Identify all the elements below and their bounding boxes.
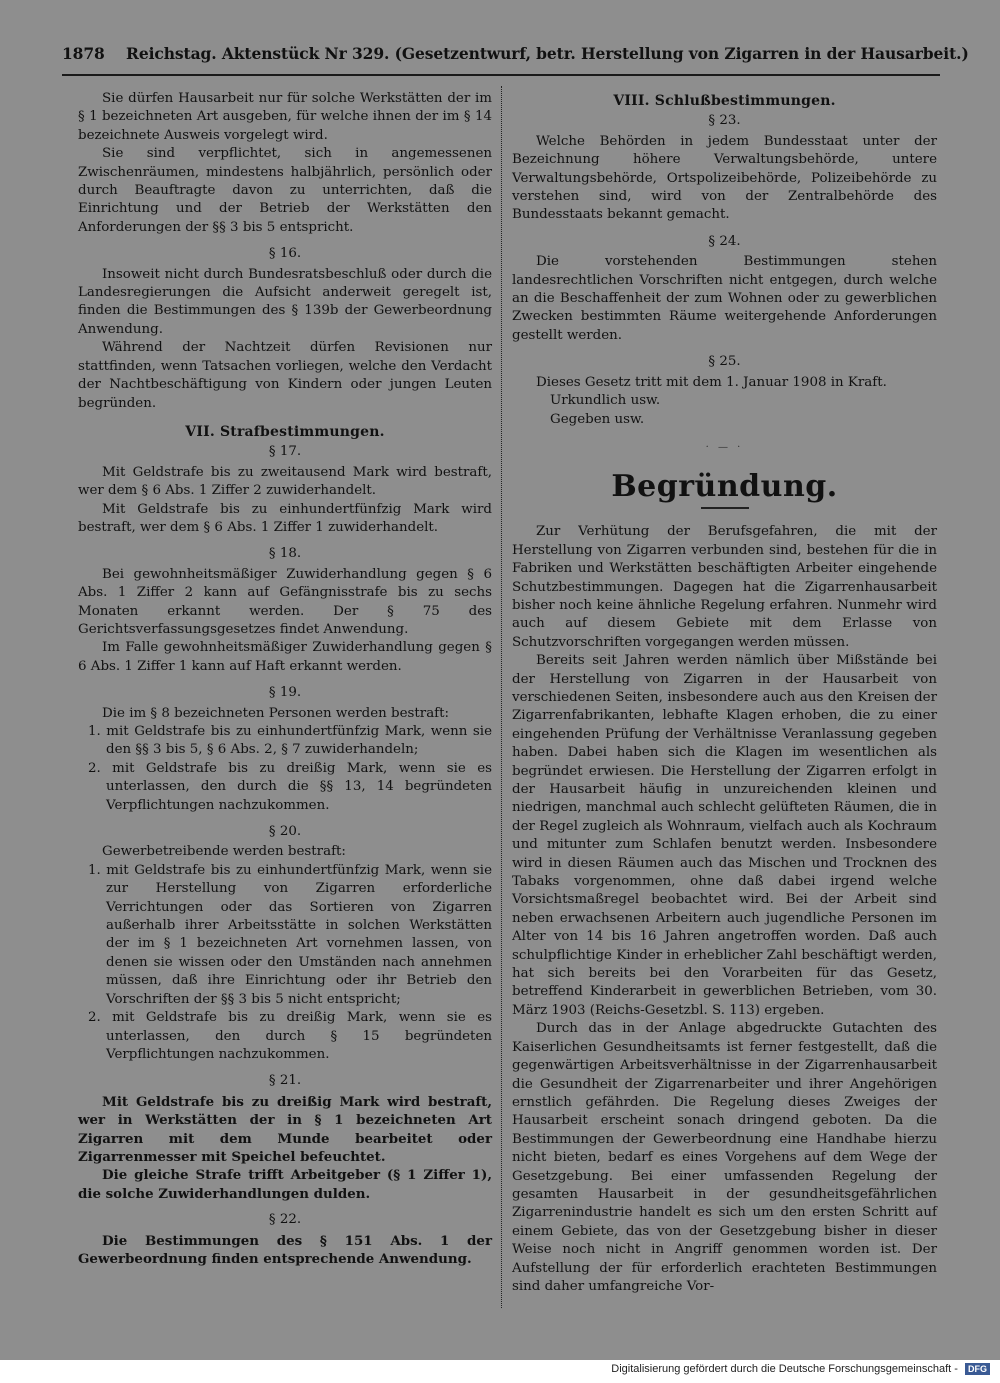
paragraph: Gewerbetreibende werden bestraft: [102,844,346,860]
paragraph: Die vorstehenden Bestimmungen stehen landesrechtlichen Vorschriften nicht entgegen, durch welche an die Beschaffenheit der zum Wohnen oder zu gewerblichen Zwecken bestimmten Räume weitergehende Anforderungen gestellt werden. [512,254,937,343]
section-title: Begründung. [611,469,838,505]
dfg-logo: DFG [965,1363,990,1375]
digitization-footer [600,1363,990,1381]
title-rule [701,507,749,509]
closing-formula: Urkundlich usw. [550,393,661,409]
paragraph: Die im § 8 bezeichneten Personen werden bestraft: [102,705,450,721]
paragraph: Durch das in der Anlage abgedruckte Gutachten des Kaiserlichen Gesundheitsamts ist ferner festgestellt, daß die gegenwärtigen Arbeitsverhältnisse in der Zigarrenhausarbeit die Gesundheit der Zigarrenarbeiter und ihrer Angehörigen ernstlich gefährden. Die Regelung dieses Zweiges der Hausarbeit erscheint sonach dringend geboten. Da die Bestimmungen der Gewerbeordnung eine Handhabe hierzu nicht bieten, bedarf es eines Vorgehens auf dem Wege der Gesetzgebung. Bei einer umfassenden Regelung der gesamten Hausarbeit in der gesundheitsgefährlichen Zigarrenindustrie handelt es sich um den ersten Schritt auf einem Gebiete, das von der Gesetzgebung bisher in dieser Weise noch nicht in Angriff genommen worden ist. Der Aufstellung der für erforderlich erachteten Bestimmungen sind daher umfangreiche Vor- [512,1021,937,1294]
paragraph: Bereits seit Jahren werden nämlich über Mißstände bei der Herstellung von Zigarren in der Hausarbeit von verschiedenen Seiten, insbesondere auch aus den Kreisen der Zigarrenfabrikanten, lebhafte Klagen erhoben, die zu einer eingehenden Prüfung der Verhältnisse Veranlassung gegeben haben. Dabei haben sich die Klagen im wesentlichen als begründet erwiesen. Die Herstellung der Zigarren erfolgt in der Hausarbeit häufig in unzureichenden kleinen und niedrigen, manchmal auch schlecht gelüfteten Räumen, die in der Regel zugleich als Wohnraum, vielfach auch als Kochraum und mitunter zum Schlafen benutzt werden. Insbesondere wird in diesen Räumen auch das Mischen und Trocknen des Tabaks vorgenommen, ohne daß dabei irgend welche Vorsichtsmaßregel beobachtet wird. Bei der Arbeit sind neben erwachsenen Arbeitern auch jugendliche Personen im Alter von 14 bis 16 Jahren angetroffen worden. Daß auch schulpflichtige Kinder in erheblicher Zahl beschäftigt werden, hat sich bereits bei den Vorarbeiten für das Gesetz, betreffend Kinderarbeit in gewerblichen Betrieben, vom 30. März 1903 (Reichs-Gesetzbl. S. 113) ergeben. [512,653,937,1018]
section-number: § 22. [268,1212,302,1228]
page-header [62,44,969,72]
running-title: Reichstag. Aktenstück Nr 329. (Gesetzentwurf, betr. Herstellung von Zigarren in der Hausarbeit.) [126,44,969,63]
separator-ornament: · — · [705,441,744,453]
section-number: § 17. [268,444,302,460]
header-rule [62,74,940,76]
list-item: 1. mit Geldstrafe bis zu einhundertfünfzig Mark, wenn sie den §§ 3 bis 5, § 6 Abs. 2, § 7 zuwiderhandeln; [88,724,492,758]
page-number: 1878 [62,44,105,63]
paragraph: Mit Geldstrafe bis zu zweitausend Mark wird bestraft, wer dem § 6 Abs. 1 Ziffer 2 zuwiderhandelt. [78,464,492,499]
section-number: § 16. [268,246,302,262]
section-number: § 18. [268,546,302,562]
list-item: 1. mit Geldstrafe bis zu einhundertfünfzig Mark, wenn sie zur Herstellung von Zigarren erforderliche Verrichtungen oder das Sortieren von Zigarren außerhalb ihrer Arbeitsstätte in solchen Werkstätten der im § 1 bezeichneten Art vornehmen lassen, von denen sie wissen oder den Umständen nach annehmen müssen, daß ihre Einrichtung oder ihr Betrieb den Vorschriften der §§ 3 bis 5 nicht entspricht; [88,862,492,1007]
paragraph: Sie dürfen Hausarbeit nur für solche Werkstätten der im § 1 bezeichneten Art ausgeben, für welche ihnen der im § 14 bezeichnete Ausweis vorgelegt wird. [78,91,492,143]
section-number: § 20. [268,824,302,840]
paragraph: Während der Nachtzeit dürfen Revisionen nur stattfinden, wenn Tatsachen vorliegen, welche den Verdacht der Nachtbeschäftigung von Kindern oder jungen Leuten begründen. [78,340,492,411]
paragraph: Zur Verhütung der Berufsgefahren, die mit der Herstellung von Zigarren verbunden sind, bestehen für die in Fabriken und Werkstätten beschäftigten Arbeiter eingehende Schutzbestimmungen. Dagegen hat die Zigarrenhausarbeit bisher noch keine ähnliche Regelung erfahren. Nunmehr wird auch auf diesem Gebiete mit dem Erlasse von Schutzvorschriften vorgegangen werden müssen. [512,524,937,650]
list-item: 2. mit Geldstrafe bis zu dreißig Mark, wenn sie es unterlassen, den durch die §§ 13, 14 begründeten Verpflichtungen nachzukommen. [88,760,492,813]
section-number: § 25. [708,354,741,370]
section-number: § 24. [708,233,741,249]
paragraph: Mit Geldstrafe bis zu einhundertfünfzig Mark wird bestraft, wer dem § 6 Abs. 1 Ziffer 1 zuwiderhandelt. [78,501,492,535]
paragraph: Insoweit nicht durch Bundesratsbeschluß oder durch die Landesregierungen die Aufsicht anderweit geregelt ist, finden die Bestimmungen des § 139b der Gewerbeordnung Anwendung. [78,266,492,337]
column-divider [501,86,503,1308]
section-number: § 21. [268,1073,302,1089]
paragraph: Im Falle gewohnheitsmäßiger Zuwiderhandlung gegen § 6 Abs. 1 Ziffer 1 kann auf Haft erkannt werden. [78,640,492,674]
paragraph: Die Bestimmungen des § 151 Abs. 1 der Gewerbeordnung finden entsprechende Anwendung. [78,1232,492,1267]
chapter-heading: VIII. Schlußbestimmungen. [613,93,836,109]
paragraph: Mit Geldstrafe bis zu dreißig Mark wird bestraft, wer in Werkstätten der in § 1 bezeichneten Art Zigarren mit dem Munde bearbeitet oder Zigarrenmesser mit Speichel befeuchtet. [78,1093,492,1165]
paragraph: Dieses Gesetz tritt mit dem 1. Januar 1908 in Kraft. [536,374,887,390]
left-column [78,90,492,1268]
footer-text: Digitalisierung gefördert durch die Deutsche Forschungsgemeinschaft - [611,1363,958,1375]
paragraph: Welche Behörden in jedem Bundesstaat unter der Bezeichnung höhere Verwaltungsbehörde, untere Verwaltungsbehörde, Ortspolizeibehörde, Polizeibehörde zu verstehen sind, wird von der Zentralbehörde des Bundesstaats bekannt gemacht. [512,133,937,223]
section-number: § 19. [268,685,302,701]
paragraph: Die gleiche Strafe trifft Arbeitgeber (§ 1 Ziffer 1), die solche Zuwiderhandlungen dulden. [78,1167,492,1202]
right-column [512,90,937,1296]
paragraph: Sie sind verpflichtet, sich in angemessenen Zwischenräumen, mindestens halbjährlich, persönlich oder durch Beauftragte davon zu unterrichten, daß die Einrichtung und der Betrieb der Werkstätten den Anforderungen der §§ 3 bis 5 entspricht. [78,146,492,235]
closing-formula: Gegeben usw. [550,411,645,427]
section-number: § 23. [708,113,741,129]
list-item: 2. mit Geldstrafe bis zu dreißig Mark, wenn sie es unterlassen, den durch § 15 begründeten Verpflichtungen nachzukommen. [88,1010,492,1062]
chapter-heading: VII. Strafbestimmungen. [185,423,385,440]
paragraph: Bei gewohnheitsmäßiger Zuwiderhandlung gegen § 6 Abs. 1 Ziffer 2 kann auf Gefängnisstrafe bis zu sechs Monaten erkannt werden. Der § 75 des Gerichtsverfassungsgesetzes findet Anwendung. [78,566,492,637]
